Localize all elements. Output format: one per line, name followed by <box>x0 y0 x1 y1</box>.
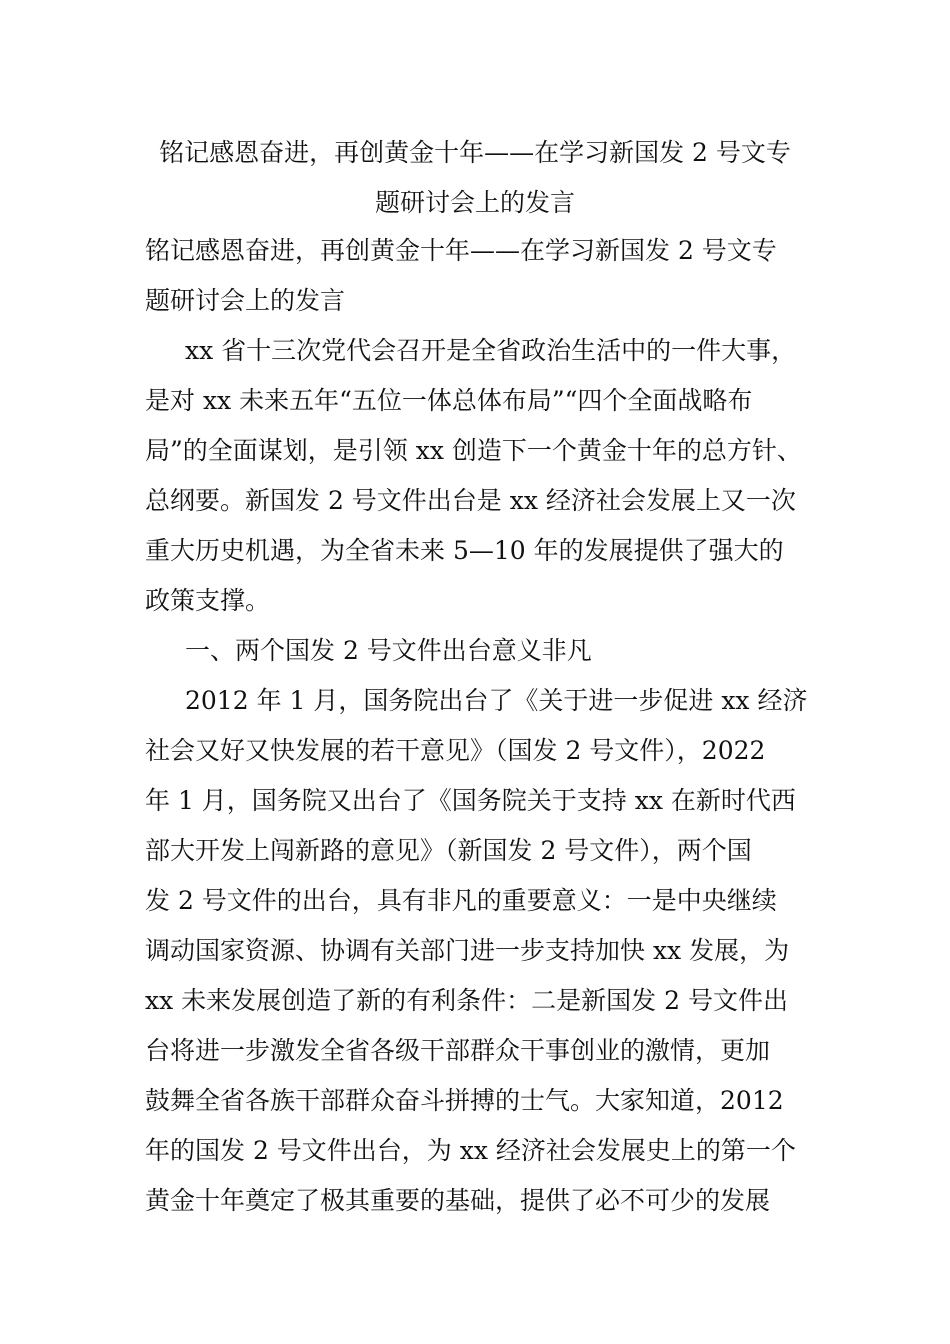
body-line: 总纲要。新国发 2 号文件出台是 xx 经济社会发展上又一次 <box>145 486 796 515</box>
body-line: 铭记感恩奋进，再创黄金十年——在学习新国发 2 号文专 <box>145 236 777 265</box>
body-line: 年的国发 2 号文件出台，为 xx 经济社会发展史上的第一个 <box>145 1136 796 1165</box>
body-line: 社会又好又快发展的若干意见》（国发 2 号文件），2022 <box>145 736 766 765</box>
body-line: xx 未来发展创造了新的有利条件：二是新国发 2 号文件出 <box>145 986 788 1015</box>
body-line: 调动国家资源、协调有关部门进一步支持加快 xx 发展，为 <box>145 936 790 965</box>
document-body <box>145 226 815 1226</box>
body-line: 黄金十年奠定了极其重要的基础，提供了必不可少的发展 <box>145 1186 771 1215</box>
body-line: 是对 xx 未来五年“五位一体总体布局”“四个全面战略布 <box>145 386 753 415</box>
body-line: 鼓舞全省各族干部群众奋斗拼搏的士气。大家知道，2012 <box>145 1086 784 1115</box>
title-line-2: 题研讨会上的发言 <box>374 188 575 217</box>
body-line: xx 省十三次党代会召开是全省政治生活中的一件大事， <box>185 336 797 365</box>
title-line-1: 铭记感恩奋进，再创黄金十年——在学习新国发 2 号文专 <box>159 138 791 167</box>
body-line: 一、两个国发 2 号文件出台意义非凡 <box>185 636 592 665</box>
body-line: 年 1 月，国务院又出台了《国务院关于支持 xx 在新时代西 <box>145 786 796 815</box>
body-line: 发 2 号文件的出台，具有非凡的重要意义：一是中央继续 <box>145 886 777 915</box>
body-line: 重大历史机遇，为全省未来 5—10 年的发展提供了强大的 <box>145 536 784 565</box>
body-line: 台将进一步激发全省各级干部群众干事创业的激情，更加 <box>145 1036 771 1065</box>
body-line: 部大开发上闯新路的意见》（新国发 2 号文件），两个国 <box>145 836 752 865</box>
body-line: 局”的全面谋划，是引领 xx 创造下一个黄金十年的总方针、 <box>145 436 802 465</box>
document-title <box>145 128 805 228</box>
body-line: 政策支撑。 <box>145 586 271 615</box>
body-line: 题研讨会上的发言 <box>145 286 346 315</box>
body-line: 2012 年 1 月，国务院出台了《关于进一步促进 xx 经济 <box>185 686 808 715</box>
